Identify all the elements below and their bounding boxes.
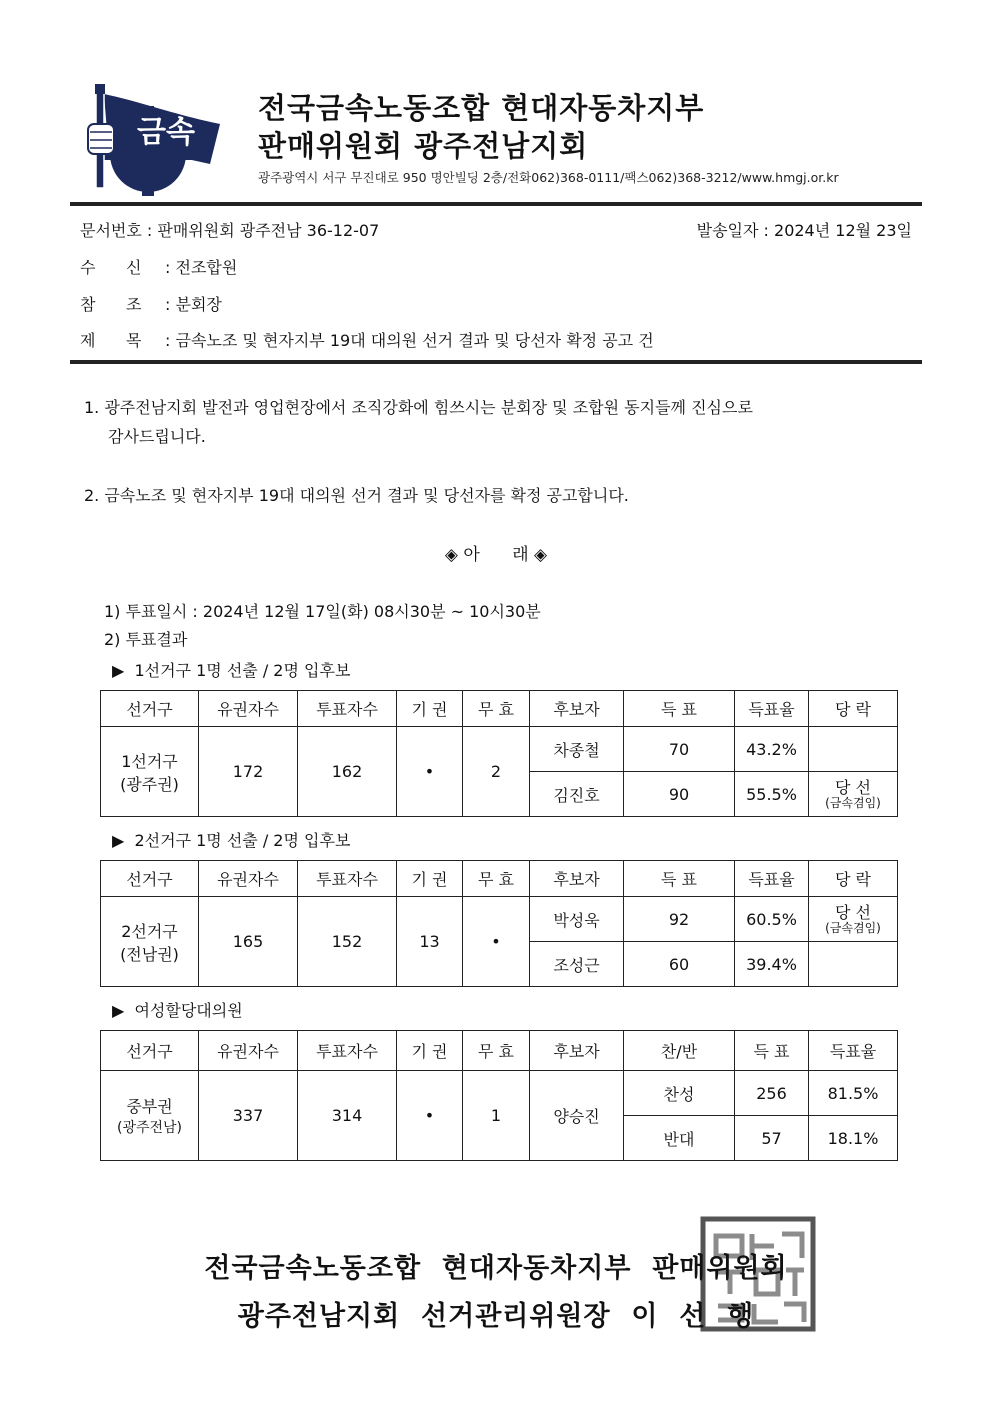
table1-results	[100, 690, 898, 817]
candidate-votes: 92	[624, 897, 735, 942]
table-header-row	[101, 691, 898, 727]
table2-heading: ▶ 2선거구 1명 선출 / 2명 입후보	[112, 831, 351, 850]
doc-number-label: 문서번호	[80, 221, 142, 240]
col-abstain: 기 권	[397, 691, 463, 727]
col-abstain: 기 권	[397, 1031, 463, 1071]
paragraph-2: 2. 금속노조 및 현자지부 19대 대의원 선거 결과 및 당선자를 확정 공고합니다.	[84, 486, 629, 505]
candidate-rate: 43.2%	[735, 727, 809, 772]
table-header-row	[101, 1031, 898, 1071]
choice-rate: 18.1%	[809, 1116, 898, 1161]
col-voters: 투표자수	[298, 1031, 397, 1071]
col-district: 선거구	[101, 1031, 199, 1071]
voters-cell: 162	[298, 727, 397, 817]
voters-cell: 152	[298, 897, 397, 987]
result-label: 당 선	[835, 902, 871, 922]
district-name: 중부권	[126, 1097, 173, 1116]
col-eligible: 유권자수	[199, 1031, 298, 1071]
table-row	[101, 1071, 898, 1116]
district-area: (광주권)	[120, 774, 179, 794]
recipient: 전조합원	[175, 258, 238, 277]
col-votes: 득 표	[624, 691, 735, 727]
candidate-result	[809, 772, 898, 817]
col-eligible: 유권자수	[199, 861, 298, 897]
send-date-label: 발송일자	[696, 221, 759, 240]
col-rate: 득표율	[735, 691, 809, 727]
subject-line: 제 목 : 금속노조 및 현자지부 19대 대의원 선거 결과 및 당선자 확정 공고 건	[80, 328, 654, 351]
header-rule-top	[70, 202, 922, 206]
table3-results	[100, 1030, 898, 1161]
send-date: 2024년 12월 23일	[774, 221, 912, 240]
voters-cell: 314	[298, 1071, 397, 1161]
notice-title: ◈ 아 래 ◈	[444, 545, 548, 565]
district-name: 1선거구	[121, 751, 178, 771]
col-invalid: 무 효	[463, 691, 530, 727]
district-cell	[101, 1071, 199, 1161]
candidate-rate: 60.5%	[735, 897, 809, 942]
table-row	[101, 897, 898, 942]
abstain-cell: 13	[397, 897, 463, 987]
col-votes: 득 표	[624, 861, 735, 897]
choice-cell: 반대	[624, 1116, 735, 1161]
col-proscons: 찬/반	[624, 1031, 735, 1071]
union-logo	[82, 84, 222, 196]
paragraph-1-line-1: 1. 광주전남지회 발전과 영업현장에서 조직강화에 힘쓰시는 분회장 및 조합원 동지들께 진심으로	[84, 398, 753, 417]
district-area: (전남권)	[120, 944, 179, 964]
result-label: 당 선	[835, 777, 871, 797]
col-candidate: 후보자	[530, 1031, 624, 1071]
doc-number: 판매위원회 광주전남 36-12-07	[157, 221, 380, 240]
table1-heading: ▶ 1선거구 1명 선출 / 2명 입후보	[112, 661, 351, 680]
header-rule-bottom	[70, 360, 922, 364]
col-abstain: 기 권	[397, 861, 463, 897]
candidate-name: 양승진	[530, 1071, 624, 1161]
candidate-rate: 55.5%	[735, 772, 809, 817]
candidate-votes: 60	[624, 942, 735, 987]
eligible-cell: 337	[199, 1071, 298, 1161]
candidate-name: 차종철	[530, 727, 624, 772]
candidate-name: 조성근	[530, 942, 624, 987]
candidate-name: 김진호	[530, 772, 624, 817]
candidate-votes: 90	[624, 772, 735, 817]
col-district: 선거구	[101, 861, 199, 897]
table2-results	[100, 860, 898, 987]
org-address: 광주광역시 서구 무진대로 950 명안빌딩 2층/전화062)368-0111/팩스062)368-3212/www.hmgj.or.kr	[258, 170, 839, 185]
abstain-cell: •	[397, 727, 463, 817]
org-name-line2: 판매위원회 광주전남지회	[258, 129, 589, 163]
candidate-votes: 70	[624, 727, 735, 772]
abstain-cell: •	[397, 1071, 463, 1161]
district-area: (광주전남)	[116, 1120, 183, 1136]
col-rate: 득표율	[809, 1031, 898, 1071]
candidate-result	[809, 727, 898, 772]
col-result: 당 락	[809, 691, 898, 727]
col-invalid: 무 효	[463, 861, 530, 897]
subject: 금속노조 및 현자지부 19대 대의원 선거 결과 및 당선자 확정 공고 건	[175, 331, 654, 350]
col-eligible: 유권자수	[199, 691, 298, 727]
table3-heading: ▶ 여성할당대의원	[112, 1001, 243, 1020]
vote-results-label: 2) 투표결과	[104, 630, 188, 649]
send-date-line: 발송일자 : 2024년 12월 23일	[696, 221, 912, 240]
candidate-result	[809, 897, 898, 942]
invalid-cell: 1	[463, 1071, 530, 1161]
invalid-cell: •	[463, 897, 530, 987]
recipient-label: 수 신	[80, 258, 142, 277]
result-note: (금속겸임)	[825, 795, 881, 810]
choice-rate: 81.5%	[809, 1071, 898, 1116]
col-rate: 득표율	[735, 861, 809, 897]
vote-datetime: 1) 투표일시 : 2024년 12월 17일(화) 08시30분 ~ 10시30분	[104, 602, 541, 621]
candidate-rate: 39.4%	[735, 942, 809, 987]
footer-signatory: 광주전남지회 선거관리위원장 이 선 행	[237, 1301, 755, 1332]
col-voters: 투표자수	[298, 861, 397, 897]
candidate-result	[809, 942, 898, 987]
subject-label: 제 목	[80, 331, 142, 350]
district-cell	[101, 727, 199, 817]
cc-line: 참 조 : 분회장	[80, 292, 222, 315]
col-invalid: 무 효	[463, 1031, 530, 1071]
choice-votes: 256	[735, 1071, 809, 1116]
footer-org: 전국금속노동조합 현대자동차지부 판매위원회	[204, 1253, 788, 1284]
col-candidate: 후보자	[530, 861, 624, 897]
invalid-cell: 2	[463, 727, 530, 817]
col-voters: 투표자수	[298, 691, 397, 727]
district-cell	[101, 897, 199, 987]
district-name: 2선거구	[121, 921, 178, 941]
col-district: 선거구	[101, 691, 199, 727]
result-note: (금속겸임)	[825, 920, 881, 935]
paragraph-1-line-2: 감사드립니다.	[108, 427, 206, 446]
choice-votes: 57	[735, 1116, 809, 1161]
doc-number-line: 문서번호 : 판매위원회 광주전남 36-12-07	[80, 221, 380, 240]
eligible-cell: 172	[199, 727, 298, 817]
table-row	[101, 727, 898, 772]
eligible-cell: 165	[199, 897, 298, 987]
col-votes: 득 표	[735, 1031, 809, 1071]
recipient-line: 수 신 : 전조합원	[80, 255, 237, 278]
cc: 분회장	[175, 295, 222, 314]
svg-text:금속: 금속	[137, 115, 195, 150]
choice-cell: 찬성	[624, 1071, 735, 1116]
col-candidate: 후보자	[530, 691, 624, 727]
candidate-name: 박성욱	[530, 897, 624, 942]
table-header-row	[101, 861, 898, 897]
org-name-line1: 전국금속노동조합 현대자동차지부	[258, 91, 705, 125]
col-result: 당 락	[809, 861, 898, 897]
cc-label: 참 조	[80, 295, 142, 314]
